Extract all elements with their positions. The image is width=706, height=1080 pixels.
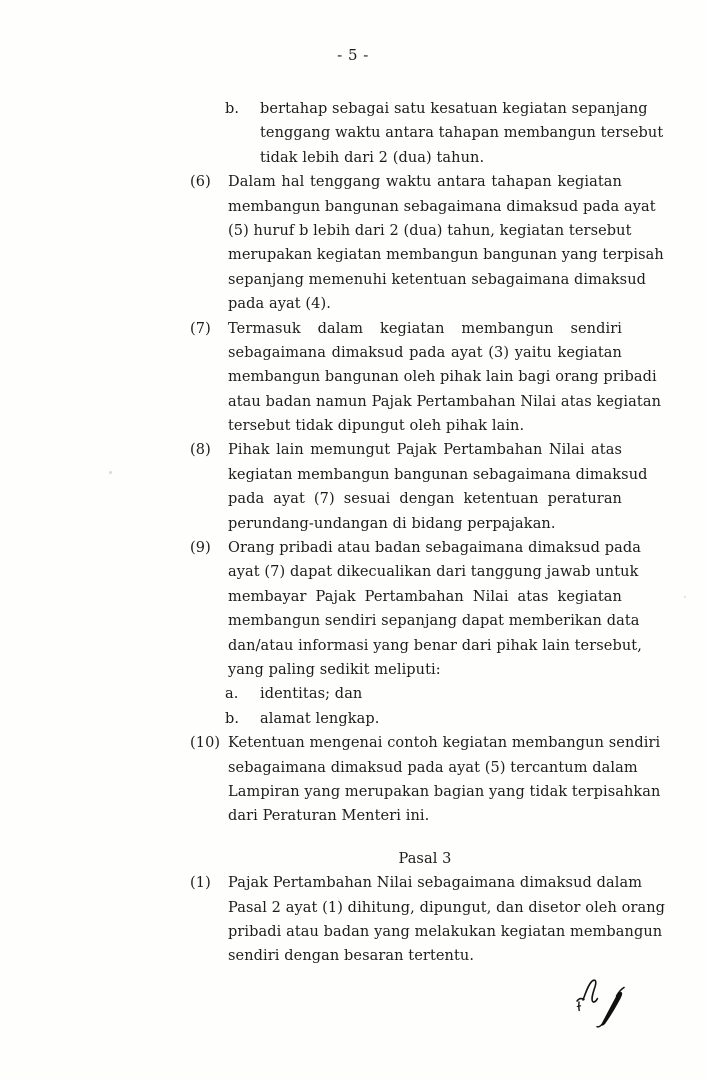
page-number: - 5 - <box>337 46 369 64</box>
text-line: atau badan namun Pajak Pertambahan Nilai atas kegiatan <box>228 393 662 410</box>
list-marker: (8) <box>190 442 211 459</box>
text-line: alamat lengkap. <box>260 710 380 727</box>
list-marker: (7) <box>190 320 211 337</box>
document-body <box>190 97 666 969</box>
text-line: identitas; dan <box>260 686 363 703</box>
text-line: membangun bangunan oleh pihak lain bagi orang pribadi <box>228 369 657 386</box>
list-item-ayat-9 <box>190 536 642 682</box>
text-line: sebagaimana dimaksud pada ayat (5) tercantum dalam <box>228 759 638 776</box>
text-line: Pihak lain memungut Pajak Pertambahan Nilai atas <box>228 442 622 459</box>
text-line: pribadi atau badan yang melakukan kegiatan membangun <box>228 923 663 940</box>
text-line: pada ayat (4). <box>228 296 331 313</box>
text-line: pada ayat (7) sesuai dengan ketentuan peraturan <box>228 491 622 508</box>
text-line: merupakan kegiatan membangun bangunan yang terpisah <box>228 247 664 264</box>
text-line: Dalam hal tenggang waktu antara tahapan kegiatan <box>228 174 622 191</box>
text-line: membangun sendiri sepanjang dapat memberikan data <box>228 613 640 630</box>
list-marker: b. <box>225 710 240 727</box>
text-line: Pajak Pertambahan Nilai sebagaimana dimaksud dalam <box>228 875 643 892</box>
section-heading-pasal-3: Pasal 3 <box>398 850 452 867</box>
text-line: kegiatan membangun bangunan sebagaimana dimaksud <box>228 466 648 483</box>
list-item-b-ayat5 <box>190 97 664 170</box>
list-item-ayat-7 <box>190 317 662 439</box>
list-marker: (10) <box>190 735 221 752</box>
text-line: perundang-undangan di bidang perpajakan. <box>228 515 556 532</box>
text-line: Orang pribadi atau badan sebagaimana dimaksud pada <box>228 540 641 557</box>
text-line: Lampiran yang merupakan bagian yang tidak terpisahkan <box>228 783 661 800</box>
scan-speck <box>684 596 686 598</box>
text-line: Pasal 2 ayat (1) dihitung, dipungut, dan disetor oleh orang <box>228 899 666 916</box>
text-line: ayat (7) dapat dikecualikan dari tanggung jawab untuk <box>228 564 639 581</box>
text-line: tidak lebih dari 2 (dua) tahun. <box>260 149 485 166</box>
list-item-b-alamat <box>190 707 622 731</box>
handwritten-initials-mark <box>560 970 640 1036</box>
text-line: sendiri dengan besaran tertentu. <box>228 948 475 965</box>
list-item-ayat-6 <box>190 170 664 316</box>
text-line: yang paling sedikit meliputi: <box>228 661 441 678</box>
text-line: tersebut tidak dipungut oleh pihak lain. <box>228 418 525 435</box>
list-item-pasal3-ayat-1 <box>190 871 666 969</box>
text-line: membangun bangunan sebagaimana dimaksud pada ayat <box>228 198 656 215</box>
list-item-ayat-10 <box>190 731 661 829</box>
text-line: Ketentuan mengenai contoh kegiatan membangun sendiri <box>228 735 661 752</box>
list-marker: (6) <box>190 174 211 191</box>
text-line: sebagaimana dimaksud pada ayat (3) yaitu kegiatan <box>228 344 622 361</box>
list-marker: (1) <box>190 875 211 892</box>
text-line: Termasuk dalam kegiatan membangun sendiri <box>228 320 622 337</box>
list-item-ayat-8 <box>190 438 648 536</box>
text-line: (5) huruf b lebih dari 2 (dua) tahun, kegiatan tersebut <box>228 222 632 239</box>
text-line: dari Peraturan Menteri ini. <box>228 808 430 825</box>
text-line: dan/atau informasi yang benar dari pihak lain tersebut, <box>228 637 642 654</box>
text-line: tenggang waktu antara tahapan membangun tersebut <box>260 125 664 142</box>
list-item-a-identitas <box>190 682 622 706</box>
text-line: bertahap sebagai satu kesatuan kegiatan sepanjang <box>260 101 648 117</box>
text-line: membayar Pajak Pertambahan Nilai atas kegiatan <box>228 588 622 605</box>
list-marker: b. <box>225 101 240 117</box>
text-line: sepanjang memenuhi ketentuan sebagaimana dimaksud <box>228 271 647 288</box>
scan-speck <box>109 471 112 474</box>
list-marker: a. <box>225 686 239 703</box>
list-marker: (9) <box>190 540 211 557</box>
